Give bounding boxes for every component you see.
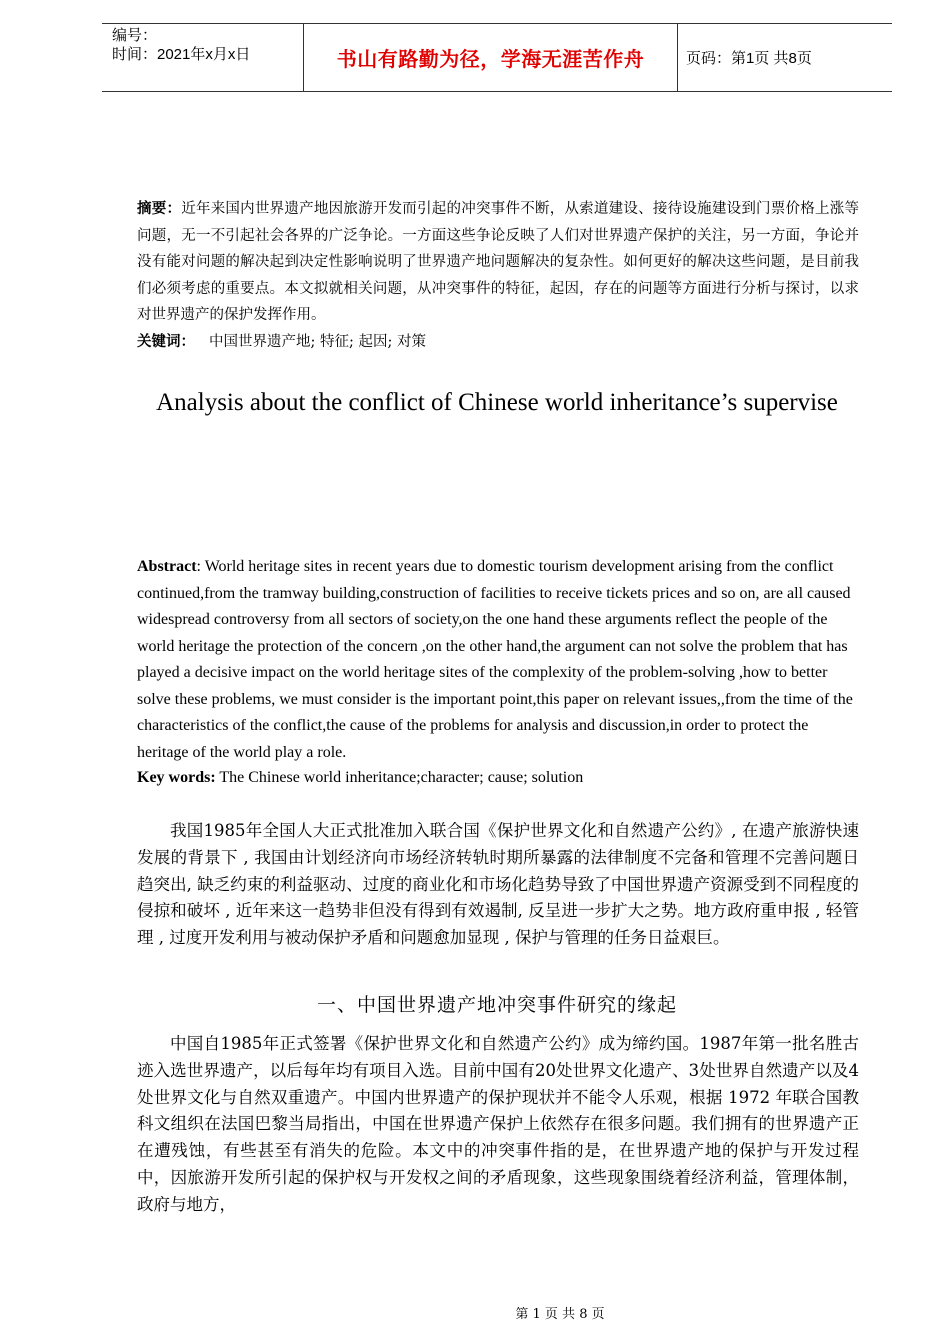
header-page-cell	[678, 24, 892, 91]
page-footer	[102, 1303, 892, 1322]
page-info: 页码：第1页 共8页	[686, 50, 812, 67]
english-keywords	[137, 765, 862, 791]
english-keywords-text: The Chinese world inheritance;character; cause; solution	[215, 769, 584, 786]
chinese-abstract-label: 摘要：	[137, 201, 182, 217]
english-abstract	[137, 554, 862, 766]
chinese-keywords-text: 中国世界遗产地; 特征; 起因; 对策	[209, 334, 426, 350]
footer-page-number: 第 1 页 共 8 页	[515, 1307, 605, 1322]
body-paragraph-2: 中国自1985年正式签署《保护世界文化和自然遗产公约》成为缔约国。1987年第一批名胜古迹入选世界遗产，以后每年均有项目入选。目前中国有20处世界文化遗产、3处世界自然遗产以及4处世界文化与自然双重遗产。中国内世界遗产的保护现状并不能令人乐观，根据 1972 年联合国教科文组织在法国巴黎当局指出，中国在世界遗产保护上依然存在很多问题。我们拥有的世界遗产正在遭残蚀，有些甚至有消失的危险。本文中的冲突事件指的是，在世界遗产地的保护与开发过程中，因旅游开发所引起的保护权与开发权之间的矛盾现象，这些现象围绕着经济利益，管理体制，政府与地方，	[137, 1034, 859, 1214]
chinese-abstract-text: 近年来国内世界遗产地因旅游开发而引起的冲突事件不断，从索道建设、接待设施建设到门票价格上涨等问题，无一不引起社会各界的广泛争论。一方面这些争论反映了人们对世界遗产保护的关注，另一方面，争论并没有能对问题的解决起到决定性影响说明了世界遗产地问题解决的复杂性。如何更好的解决这些问题，是目前我们必须考虑的重要点。本文拟就相关问题，从冲突事件的特征，起因，存在的问题等方面进行分析与探讨，以求对世界遗产的保护发挥作用。	[137, 201, 859, 323]
chinese-keywords-label: 关键词：	[137, 334, 195, 350]
chinese-abstract	[137, 196, 859, 329]
body-paragraph-1: 我国1985年全国人大正式批准加入联合国《保护世界文化和自然遗产公约》, 在遗产旅游快速发展的背景下 , 我国由计划经济向市场经济转轨时期所暴露的法律制度不完备和管理不完善问题日趋突出, 缺乏约束的利益驱动、过度的商业化和市场化趋势导致了中国世界遗产资源受到不同程度的侵掠和破坏 , 近年来这一趋势非但没有得到有效遏制, 反呈进一步扩大之势。地方政府重申报 , 轻管理 , 过度开发利用与被动保护矛盾和问题愈加显现 , 保护与管理的任务日益艰巨。	[137, 821, 859, 948]
english-title: Analysis about the conflict of Chinese world inheritance’s supervise	[156, 389, 838, 416]
header-motto-cell	[304, 24, 678, 91]
english-keywords-label: Key words:	[137, 769, 216, 786]
motto-text: 书山有路勤为径，学海无涯苦作舟	[336, 47, 645, 71]
header-meta-cell	[102, 24, 304, 91]
section-heading-1: 一、中国世界遗产地冲突事件研究的缘起	[316, 994, 677, 1016]
english-abstract-text: : World heritage sites in recent years due to domestic tourism development arising from the conflict continued,from the tramway building,construction of facilities to receive tickets prices and so on, are all caused widespread controversy from all sectors of society,on the one hand these arguments reflect the people of the world heritage the protection of the concern ,on the other hand,the argument can not solve the problem that has played a decisive impact on the world heritage sites of the complexity of the problem-solving ,how to better solve these problems, we must consider is the important point,this paper on relevant issues,,from the time of the characteristics of the conflict,the cause of the problems for analysis and discussion,in order to protect the heritage of the world play a role.	[137, 558, 853, 761]
chinese-keywords	[137, 329, 859, 355]
english-abstract-label: Abstract	[137, 558, 197, 575]
header-table	[102, 23, 892, 92]
number-label: 编号：	[112, 27, 158, 44]
time-label: 时间：2021年x月x日	[112, 46, 251, 63]
